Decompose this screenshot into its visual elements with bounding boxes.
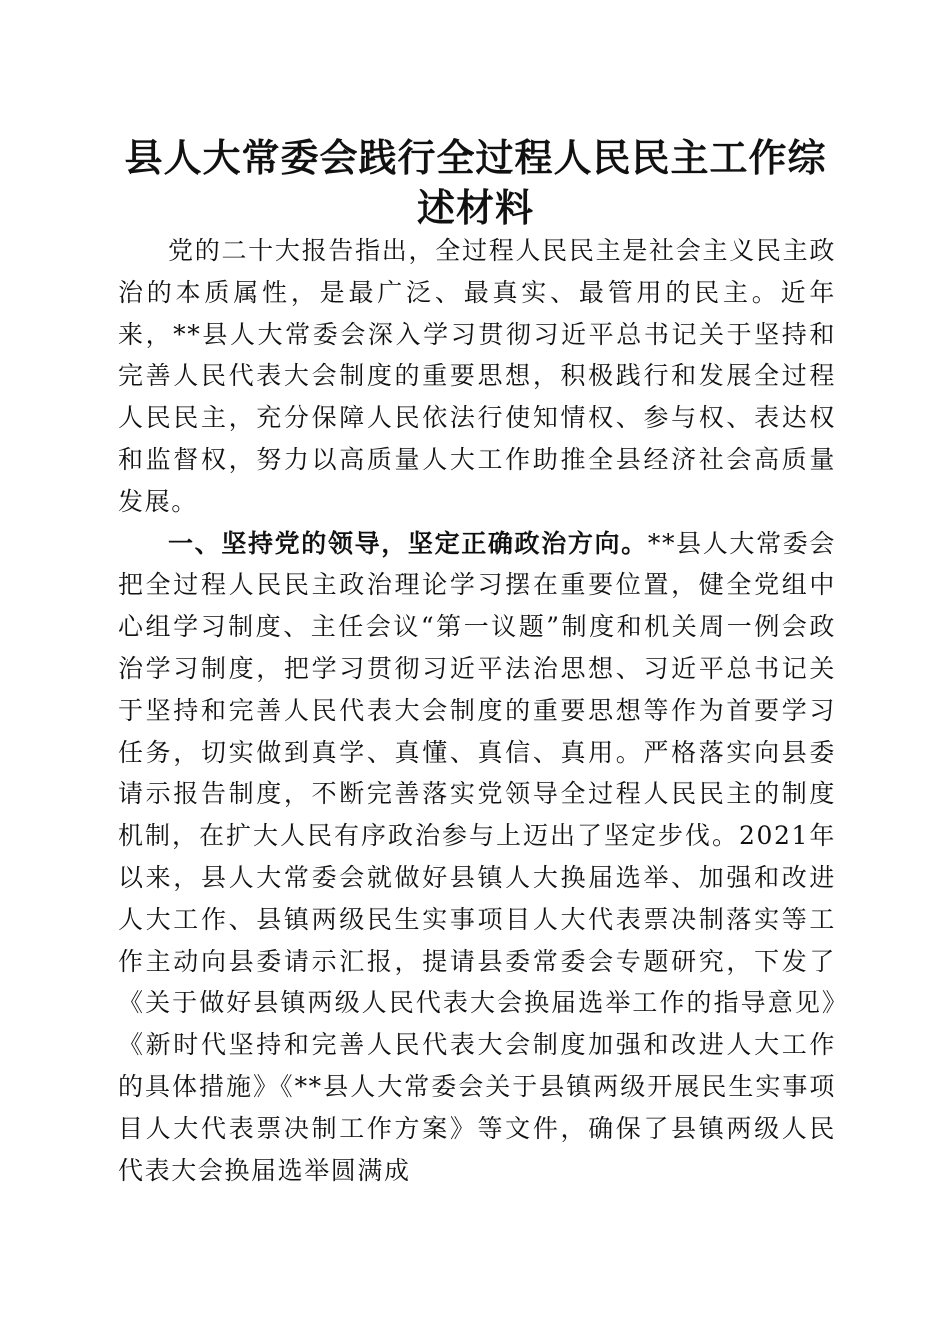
- intro-paragraph: 党的二十大报告指出，全过程人民民主是社会主义民主政治的本质属性，是最广泛、最真实、最管用的民主。近年来，**县人大常委会深入学习贯彻习近平总书记关于坚持和完善人民代表大会制度的重要思想，积极践行和发展全过程人民民主，充分保障人民依法行使知情权、参与权、表达权和监督权，努力以高质量人大工作助推全县经济社会高质量发展。: [118, 236, 836, 516]
- section-one-paragraph: [118, 523, 836, 1192]
- section-one-text: **县人大常委会把全过程人民民主政治理论学习摆在重要位置，健全党组中心组学习制度、主任会议“第一议题”制度和机关周一例会政治学习制度，把学习贯彻习近平法治思想、习近平总书记关于坚持和完善人民代表大会制度的重要思想等作为首要学习任务，切实做到真学、真懂、真信、真用。严格落实向县委请示报告制度，不断完善落实党领导全过程人民民主的制度机制，在扩大人民有序政治参与上迈出了坚定步伐。2021年以来，县人大常委会就做好县镇人大换届选举、加强和改进人大工作、县镇两级民生实事项目人大代表票决制落实等工作主动向县委请示汇报，提请县委常委会专题研究，下发了《关于做好县镇两级人民代表大会换届选举工作的指导意见》《新时代坚持和完善人民代表大会制度加强和改进人大工作的具体措施》《**县人大常委会关于县镇两级开展民生实事项目人大代表票决制工作方案》等文件，确保了县镇两级人民代表大会换届选举圆满成: [118, 528, 836, 1185]
- document-title: 县人大常委会践行全过程人民民主工作综述材料: [124, 135, 827, 230]
- section-one-heading: 一、坚持党的领导，坚定正确政治方向。: [168, 528, 648, 558]
- document-body: [118, 230, 836, 1191]
